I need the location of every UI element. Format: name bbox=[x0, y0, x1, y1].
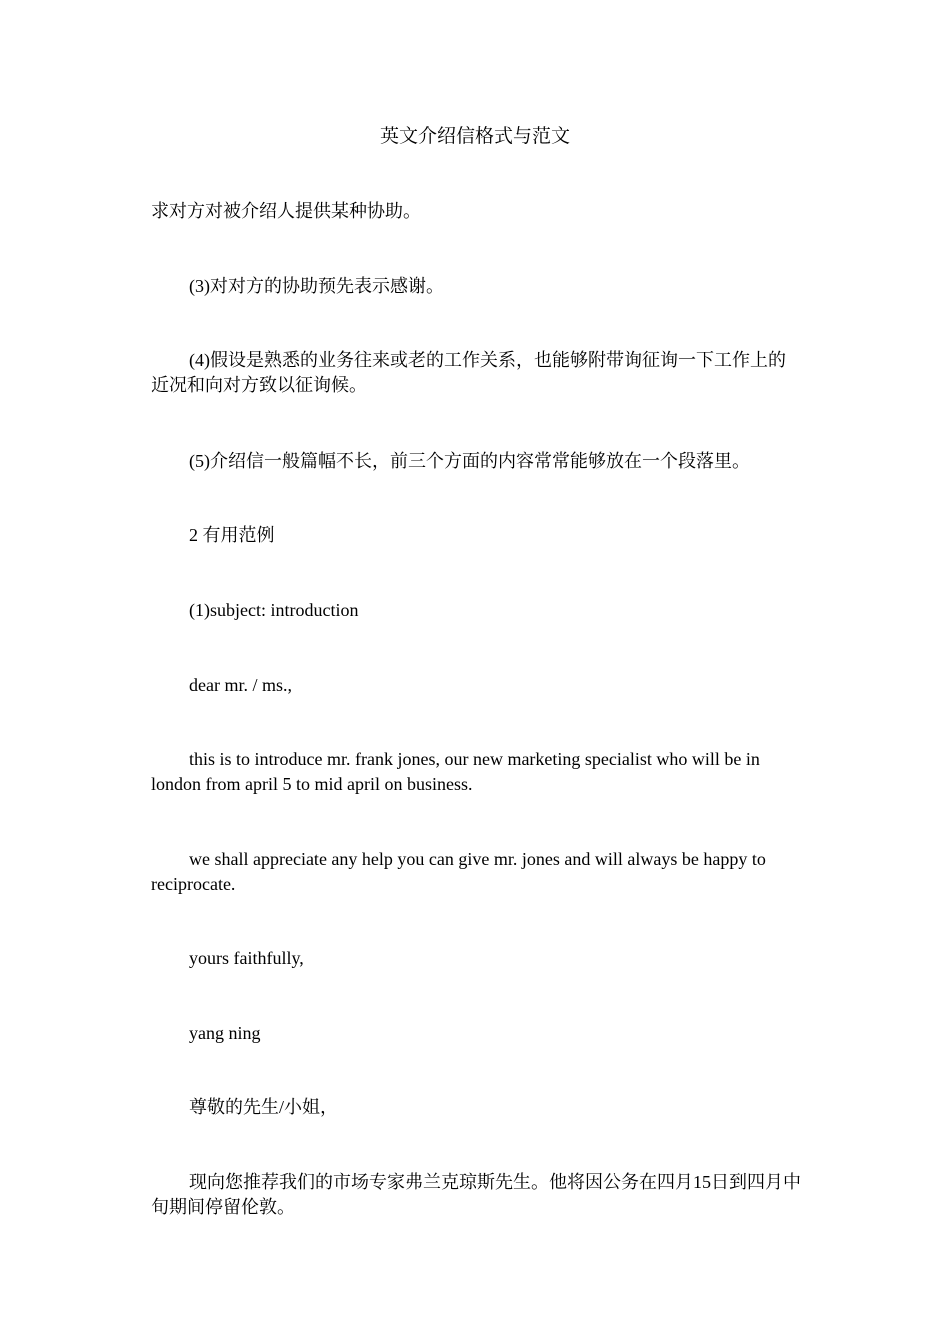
paragraph-point-3: (3)对对方的协助预先表示感谢。 bbox=[189, 276, 444, 296]
letter-signature: yang ning bbox=[189, 1023, 261, 1043]
letter-salutation: dear mr. / ms., bbox=[189, 675, 292, 695]
chinese-body: 现向您推荐我们的市场专家弗兰克琼斯先生。他将因公务在四月15日到四月中旬期间停留伦敦。 bbox=[151, 1172, 801, 1217]
section-heading-examples: 2 有用范例 bbox=[189, 525, 275, 545]
chinese-salutation: 尊敬的先生/小姐， bbox=[189, 1097, 339, 1117]
letter-body-intro: this is to introduce mr. frank jones, our new marketing specialist who will be in london from april 5 to mid april on business. bbox=[151, 749, 760, 794]
paragraph-point-5: (5)介绍信一般篇幅不长，前三个方面的内容常常能够放在一个段落里。 bbox=[189, 451, 750, 471]
document-title: 英文介绍信格式与范文 bbox=[379, 126, 570, 147]
letter-closing: yours faithfully, bbox=[189, 948, 304, 968]
example-subject-line: (1)subject: introduction bbox=[189, 600, 359, 620]
paragraph-continuation: 求对方对被介绍人提供某种协助。 bbox=[151, 201, 421, 221]
letter-body-appreciation: we shall appreciate any help you can give mr. jones and will always be happy to reciprocate. bbox=[151, 849, 766, 894]
paragraph-point-4: (4)假设是熟悉的业务往来或老的工作关系，也能够附带询征询一下工作上的近况和向对方致以征询候。 bbox=[151, 350, 786, 395]
